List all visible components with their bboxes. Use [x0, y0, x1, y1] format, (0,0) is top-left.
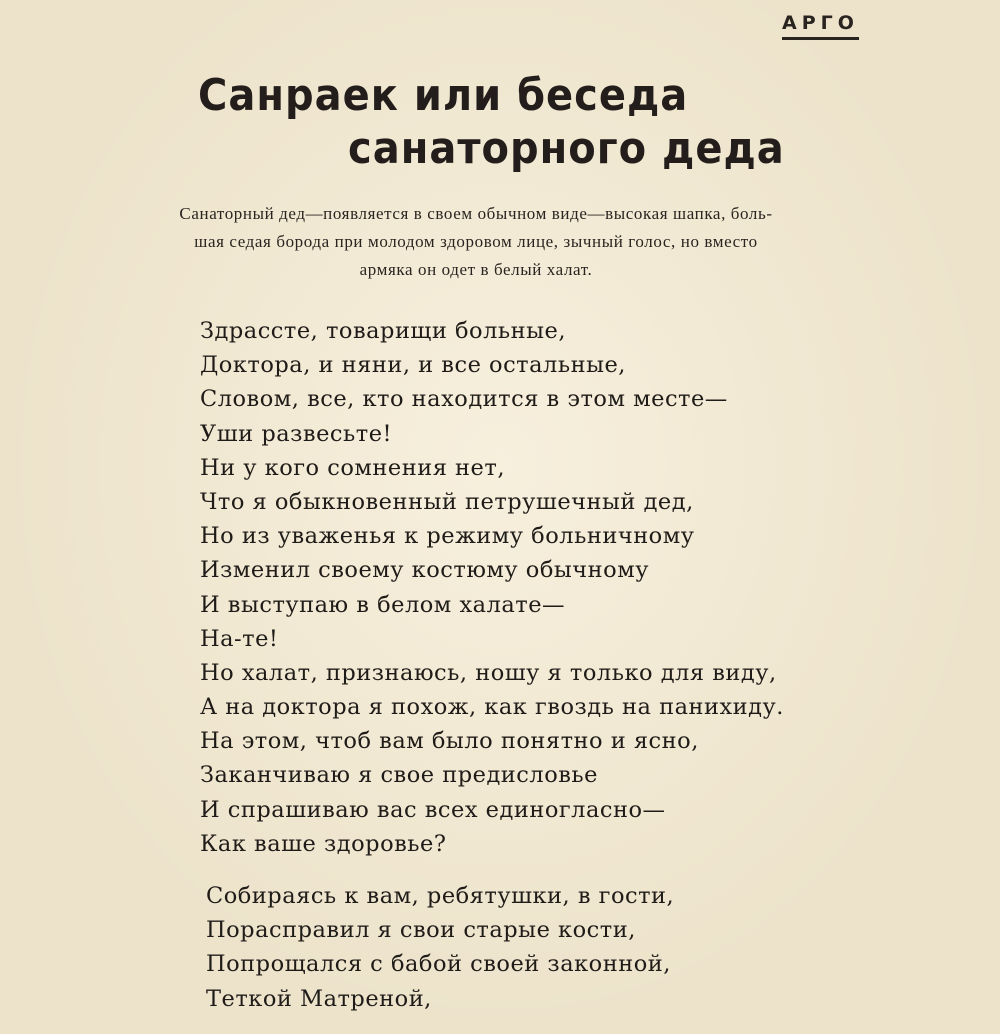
intro-stage-direction — [58, 200, 894, 284]
verse-line: Собираясь к вам, ребятушки, в гости, — [206, 883, 675, 909]
intro-line: Санаторный дед—появляется в своем обычном виде—высокая шапка, боль- — [179, 204, 773, 223]
verse-line: Доктора, и няни, и все остальные, — [200, 352, 626, 379]
verse-stanza-2 — [206, 879, 674, 1016]
verse-line: Ни у кого сомнения нет, — [200, 454, 505, 481]
verse-line: Что я обыкновенный петрушечный дед, — [200, 488, 694, 515]
verse-line: А на доктора я похож, как гвоздь на панихиду. — [200, 694, 784, 721]
intro-line: шая седая борода при молодом здоровом лице, зычный голос, но вместо — [194, 232, 758, 251]
verse-line: Заканчиваю я свое предисловье — [200, 762, 598, 789]
verse-line: Попрощался с бабой своей законной, — [206, 951, 671, 978]
verse-line: Но из уваженья к режиму больничному — [200, 523, 695, 550]
verse-line: На этом, чтоб вам было понятно и ясно, — [200, 728, 699, 755]
author-name: АРГО — [782, 10, 859, 40]
title-line-1: Санраек или беседа — [198, 71, 689, 121]
verse-stanza-1 — [200, 314, 784, 861]
verse-line: Порасправил я свои старые кости, — [206, 917, 636, 944]
verse-line: Как ваше здоровье? — [200, 830, 447, 857]
title-line-2: санаторного деда — [348, 124, 785, 174]
verse-line: Но халат, признаюсь, ношу я только для виду, — [200, 659, 777, 686]
verse-line: Словом, все, кто находится в этом месте— — [200, 386, 728, 413]
verse-line: На-те! — [200, 625, 279, 652]
verse-line: Уши развесьте! — [200, 420, 393, 447]
verse-line: Здрассте, товарищи больные, — [200, 318, 567, 344]
verse-line: И спрашиваю вас всех единогласно— — [200, 796, 666, 823]
verse-line: Изменил своему костюму обычному — [200, 557, 649, 584]
intro-line: армяка он одет в белый халат. — [359, 260, 593, 279]
verse-line: Теткой Матреной, — [206, 985, 432, 1012]
verse-line: И выступаю в белом халате— — [200, 591, 566, 618]
